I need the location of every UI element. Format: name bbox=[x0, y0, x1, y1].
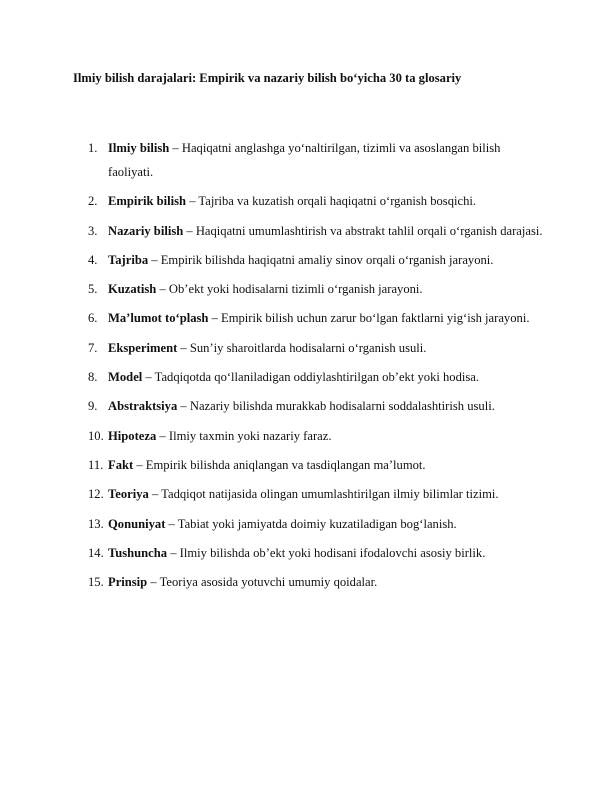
list-item bbox=[88, 424, 548, 448]
item-definition: – Empirik bilish uchun zarur bo‘lgan faktlarni yig‘ish jarayoni. bbox=[208, 311, 530, 326]
list-item bbox=[88, 248, 548, 272]
glossary-list bbox=[88, 136, 548, 599]
list-item bbox=[88, 306, 548, 330]
item-term: Tajriba bbox=[108, 252, 149, 267]
item-term: Tushuncha bbox=[108, 545, 168, 560]
item-number: 14. bbox=[88, 545, 104, 560]
page-title: Ilmiy bilish darajalari: Empirik va nazariy bilish bo‘yicha 30 ta glosariy bbox=[73, 71, 462, 85]
item-term: Eksperiment bbox=[108, 340, 178, 355]
item-definition: – Tadqiqotda qo‘llaniladigan oddiylashtirilgan ob’ekt yoki hodisa. bbox=[142, 370, 480, 385]
item-term: Kuzatish bbox=[108, 282, 157, 297]
item-definition: – Tajriba va kuzatish orqali haqiqatni o‘rganish bosqichi. bbox=[186, 194, 477, 209]
item-number: 3. bbox=[88, 223, 98, 238]
list-item bbox=[88, 189, 548, 213]
item-number: 9. bbox=[88, 399, 98, 414]
item-definition: – Empirik bilishda aniqlangan va tasdiqlangan ma’lumot. bbox=[133, 457, 426, 472]
item-term: Teoriya bbox=[108, 487, 149, 502]
item-definition: – Sun’iy sharoitlarda hodisalarni o‘rganish usuli. bbox=[177, 340, 427, 355]
list-item bbox=[88, 570, 548, 594]
item-definition: – Ilmiy taxmin yoki nazariy faraz. bbox=[156, 428, 332, 443]
item-number: 12. bbox=[88, 487, 104, 502]
item-term: Abstraktsiya bbox=[108, 399, 178, 414]
item-number: 6. bbox=[88, 311, 98, 326]
item-term: Prinsip bbox=[108, 575, 148, 590]
list-item bbox=[88, 482, 548, 506]
item-term: Hipoteza bbox=[108, 428, 157, 443]
item-term: Nazariy bilish bbox=[108, 223, 184, 238]
item-number: 15. bbox=[88, 575, 104, 590]
list-item bbox=[88, 512, 548, 536]
item-term: Ilmiy bilish bbox=[108, 141, 170, 155]
list-item bbox=[88, 136, 548, 184]
item-number: 1. bbox=[88, 141, 98, 155]
item-number: 5. bbox=[88, 282, 98, 297]
item-number: 13. bbox=[88, 516, 104, 531]
list-item bbox=[88, 365, 548, 389]
list-item bbox=[88, 541, 548, 565]
list-item bbox=[88, 394, 548, 418]
item-term: Qonuniyat bbox=[108, 516, 166, 531]
item-term: Empirik bilish bbox=[108, 194, 187, 209]
item-number: 8. bbox=[88, 370, 98, 385]
item-definition: – Tadqiqot natijasida olingan umumlashtirilgan ilmiy bilimlar tizimi. bbox=[148, 487, 499, 502]
item-number: 10. bbox=[88, 428, 104, 443]
item-definition: – Haqiqatni anglashga yo‘naltirilgan, tizimli va asoslangan bilish faoliyati. bbox=[108, 141, 501, 179]
item-number: 4. bbox=[88, 252, 98, 267]
item-number: 11. bbox=[88, 457, 104, 472]
item-definition: – Ob’ekt yoki hodisalarni tizimli o‘rganish jarayoni. bbox=[156, 282, 423, 297]
list-item bbox=[88, 336, 548, 360]
item-number: 2. bbox=[88, 194, 98, 209]
item-definition: – Teoriya asosida yotuvchi umumiy qoidalar. bbox=[147, 575, 378, 590]
item-definition: – Empirik bilishda haqiqatni amaliy sinov orqali o‘rganish jarayoni. bbox=[148, 252, 494, 267]
item-number: 7. bbox=[88, 340, 98, 355]
list-item bbox=[88, 453, 548, 477]
item-definition: – Ilmiy bilishda ob’ekt yoki hodisani ifodalovchi asosiy birlik. bbox=[167, 545, 486, 560]
item-term: Fakt bbox=[108, 457, 134, 472]
item-definition: – Tabiat yoki jamiyatda doimiy kuzatiladigan bog‘lanish. bbox=[165, 516, 457, 531]
list-item bbox=[88, 277, 548, 301]
item-term: Ma’lumot to‘plash bbox=[108, 311, 209, 326]
list-item bbox=[88, 219, 548, 243]
item-term: Model bbox=[108, 370, 143, 385]
item-definition: – Nazariy bilishda murakkab hodisalarni soddalashtirish usuli. bbox=[177, 399, 495, 414]
item-definition: – Haqiqatni umumlashtirish va abstrakt tahlil orqali o‘rganish darajasi. bbox=[183, 223, 543, 238]
